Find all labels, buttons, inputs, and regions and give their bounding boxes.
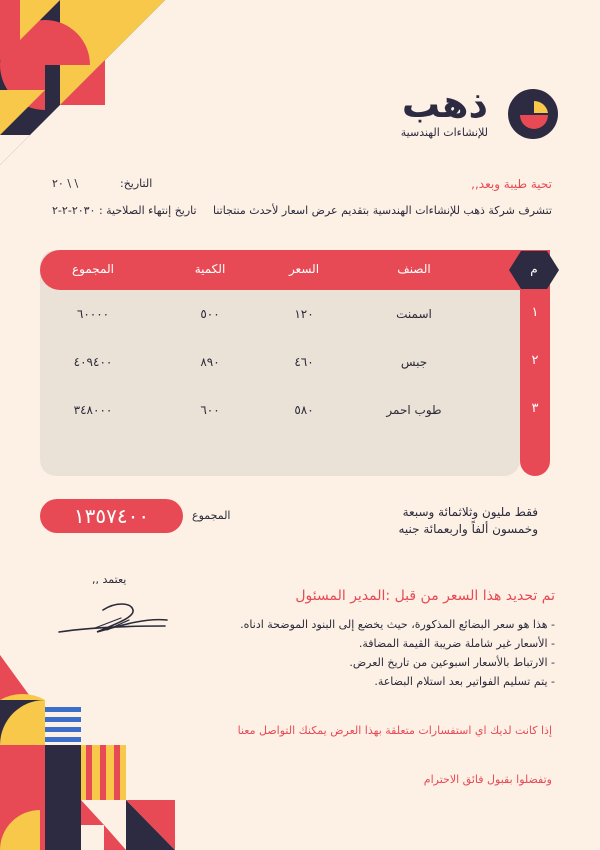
row-2-index: ٢ <box>531 353 539 368</box>
term-item: - الأسعار غير شاملة ضريبة القيمة المضافة. <box>358 637 555 650</box>
header-index: م <box>530 262 538 276</box>
row-3-total: ٣٤٨٠٠٠ <box>73 403 113 417</box>
row-1-item: اسمنت <box>396 307 432 321</box>
date-label: التاريخ: <box>120 177 153 190</box>
row-1-index: ١ <box>531 305 539 320</box>
top-left-geometric-decoration <box>0 0 170 170</box>
logo-icon <box>508 89 558 139</box>
term-item: - هذا هو سعر البضائع المذكورة، حيث يخضع إلى البنود الموضحة ادناه. <box>240 618 555 631</box>
row-2-item: جبس <box>400 355 428 369</box>
date-value: ٢٠ \ \ <box>52 177 79 190</box>
approval-label: يعتمد ,, <box>92 573 127 586</box>
grand-total-label: المجموع <box>192 509 231 522</box>
total-words-line2: وخمسون ألفاً واربعمائة جنيه <box>398 522 538 536</box>
row-2-total: ٤٠٩٤٠٠ <box>73 355 113 369</box>
row-3-price: ٥٨٠ <box>294 403 314 417</box>
brand-name: ذهب <box>401 82 488 126</box>
pricing-note: تم تحديد هذا السعر من قبل :المدير المسئول <box>295 588 555 604</box>
row-1-total: ٦٠٠٠٠ <box>76 307 110 321</box>
header-total: المجموع <box>72 262 114 276</box>
brand-subtitle: للإنشاءات الهندسية <box>400 126 488 139</box>
header-qty: الكمية <box>194 262 226 276</box>
signature-icon <box>55 598 170 640</box>
term-item: - الارتباط بالأسعار اسبوعين من تاريخ العرض. <box>349 656 555 669</box>
grand-total-value: ١٣٥٧٤٠٠ <box>40 499 183 533</box>
row-1-qty: ٥٠٠ <box>200 307 220 321</box>
terms-list <box>240 615 555 691</box>
row-2-price: ٤٦٠ <box>294 355 314 369</box>
header-price: السعر <box>288 262 320 276</box>
bottom-left-geometric-decoration <box>0 655 175 850</box>
row-3-item: طوب احمر <box>386 403 442 417</box>
total-words-line1: فقط مليون وثلاثمائة وسبعة <box>402 505 538 519</box>
intro-text: تتشرف شركة ذهب للإنشاءات الهندسية بتقديم عرض اسعار لأحدث منتجاتنا <box>213 204 552 217</box>
validity-date: تاريخ إنتهاء الصلاحية : ٢٠٣٠-٢-٢ <box>52 204 197 217</box>
row-1-price: ١٢٠ <box>294 307 314 321</box>
contact-text: إذا كانت لديك اي استفسارات متعلقة بهذا العرض يمكنك التواصل معنا <box>237 724 552 737</box>
row-2-qty: ٨٩٠ <box>200 355 220 369</box>
row-3-index: ٣ <box>531 401 539 416</box>
closing-text: وتفضلوا بقبول فائق الاحترام <box>423 773 552 786</box>
greeting: تحية طيبة وبعد,, <box>471 177 552 191</box>
term-item: - يتم تسليم الفواتير بعد استلام البضاعة. <box>374 675 555 688</box>
row-3-qty: ٦٠٠ <box>200 403 220 417</box>
header-item: الصنف <box>397 262 431 276</box>
